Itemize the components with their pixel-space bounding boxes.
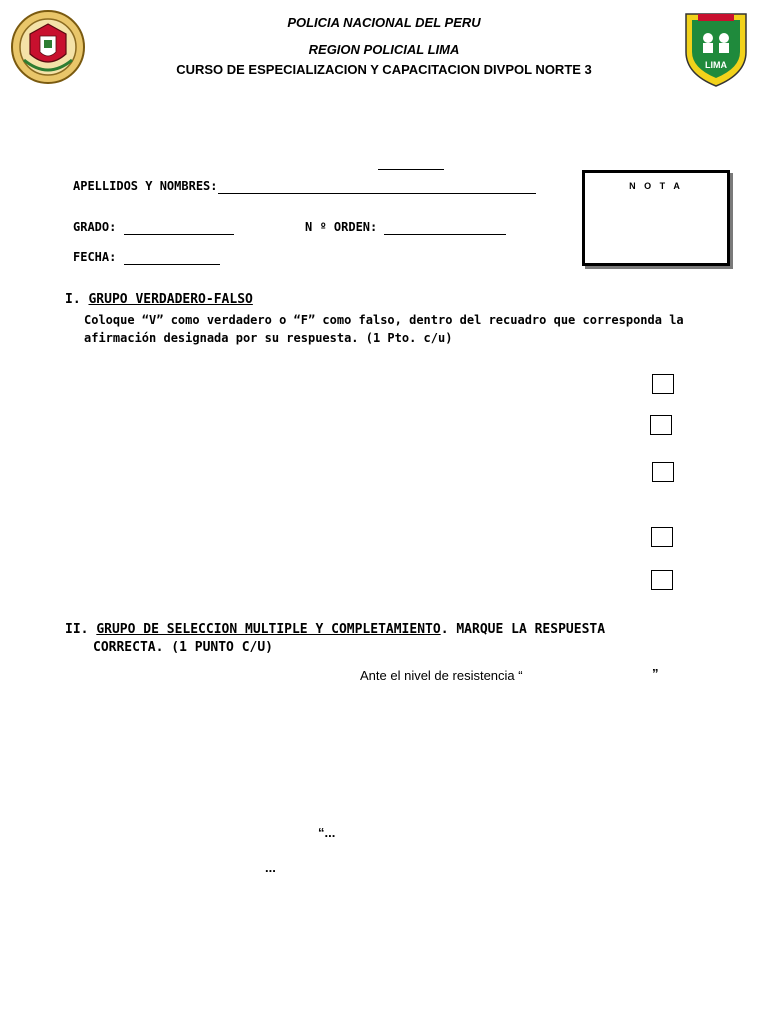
answer-box-4[interactable]: [651, 527, 673, 547]
answer-box-2[interactable]: [650, 415, 672, 435]
title-underline: [378, 169, 444, 170]
orden-field: [305, 220, 506, 235]
section2-number: II.: [65, 622, 89, 637]
nota-box[interactable]: [582, 170, 730, 266]
section2-fragment1: “...: [318, 825, 336, 840]
grado-field: [73, 220, 234, 235]
header-institution: POLICIA NACIONAL DEL PERU: [287, 15, 481, 30]
orden-blank[interactable]: [384, 220, 506, 235]
section2-question1: Ante el nivel de resistencia “: [360, 668, 523, 683]
section2-title: GRUPO DE SELECCION MULTIPLE Y COMPLETAMIENTO: [96, 622, 441, 637]
answer-box-3[interactable]: [652, 462, 674, 482]
orden-label: N º ORDEN:: [305, 220, 378, 234]
section2-title-rest: . MARQUE LA RESPUESTA: [440, 622, 606, 637]
apellidos-field: [73, 179, 536, 194]
right-emblem-label: LIMA: [705, 60, 727, 70]
header-region: REGION POLICIAL LIMA: [308, 42, 460, 57]
apellidos-blank[interactable]: [218, 179, 536, 194]
section1-number: I.: [65, 292, 81, 307]
section1-heading: [65, 292, 253, 307]
grado-blank[interactable]: [124, 220, 234, 235]
section1-instruction-line1: Coloque “V” como verdadero o “F” como falso, dentro del recuadro que corresponda la: [84, 313, 684, 327]
grado-label: GRADO:: [73, 220, 117, 234]
fecha-label: FECHA:: [73, 250, 117, 264]
section2-heading: [65, 622, 605, 637]
header-course: CURSO DE ESPECIALIZACION Y CAPACITACION DIVPOL NORTE 3: [176, 62, 592, 77]
fecha-blank[interactable]: [124, 250, 220, 265]
section2-fragment2: ...: [265, 860, 276, 875]
answer-box-5[interactable]: [651, 570, 673, 590]
section1-instruction-line2: afirmación designada por su respuesta. (1 Pto. c/u): [84, 331, 453, 345]
section2-question1-close: ”: [652, 666, 659, 681]
section1-title: GRUPO VERDADERO-FALSO: [88, 292, 253, 307]
nota-label: N O T A: [629, 181, 683, 191]
apellidos-label: APELLIDOS Y NOMBRES:: [73, 179, 218, 193]
section2-line2: CORRECTA. (1 PUNTO C/U): [93, 640, 274, 655]
fecha-field: [73, 250, 220, 265]
answer-box-1[interactable]: [652, 374, 674, 394]
